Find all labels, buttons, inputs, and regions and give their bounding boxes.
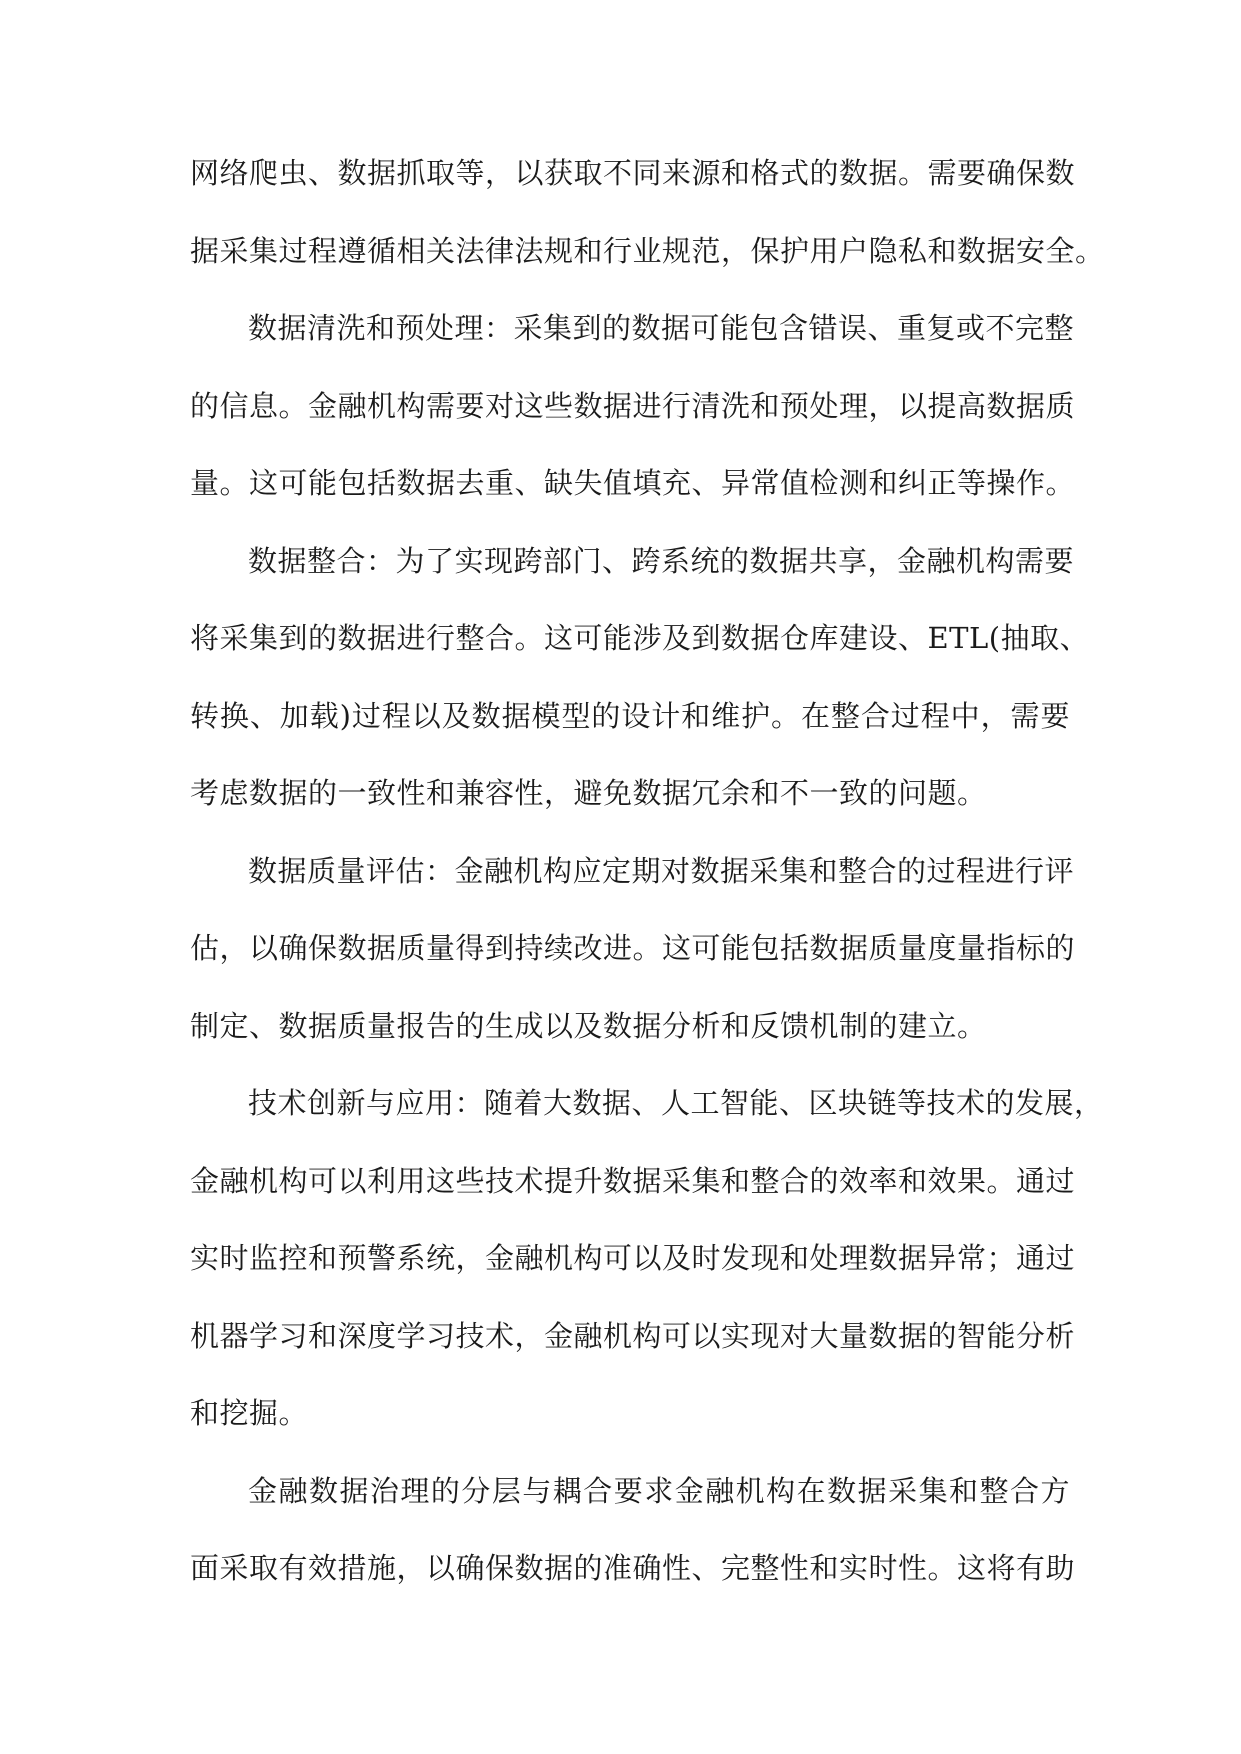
paragraph-first-line: 数据整合：为了实现跨部门、跨系统的数据共享，金融机构需要	[248, 543, 1075, 578]
paragraph-first-line: 数据质量评估：金融机构应定期对数据采集和整合的过程进行评	[248, 853, 1075, 888]
text-line: 据采集过程遵循相关法律法规和行业规范，保护用户隐私和数据安全。	[190, 233, 1105, 268]
paragraph-first-line: 数据清洗和预处理：采集到的数据可能包含错误、重复或不完整	[248, 311, 1075, 345]
text-line: 估，以确保数据质量得到持续改进。这可能包括数据质量度量指标的	[190, 931, 1076, 965]
text-line: 考虑数据的一致性和兼容性，避免数据冗余和不一致的问题。	[190, 776, 987, 810]
text-line: 面采取有效措施，以确保数据的准确性、完整性和实时性。这将有助	[190, 1551, 1076, 1585]
text-line: 转换、加载)过程以及数据模型的设计和维护。在整合过程中，需要	[190, 698, 1070, 733]
body-text	[190, 143, 1105, 1616]
text-line: 量。这可能包括数据去重、缺失值填充、异常值检测和纠正等操作。	[190, 466, 1076, 500]
paragraph-first-line: 技术创新与应用：随着大数据、人工智能、区块链等技术的发展，	[248, 1086, 1104, 1120]
text-line: 将采集到的数据进行整合。这可能涉及到数据仓库建设、ETL(抽取、	[190, 621, 1090, 655]
text-line: 金融机构可以利用这些技术提升数据采集和整合的效率和效果。通过	[190, 1163, 1076, 1198]
text-line: 机器学习和深度学习技术，金融机构可以实现对大量数据的智能分析	[190, 1318, 1076, 1353]
text-line: 和挖掘。	[190, 1396, 309, 1430]
text-line: 实时监控和预警系统，金融机构可以及时发现和处理数据异常；通过	[190, 1241, 1076, 1275]
paragraph-first-line: 金融数据治理的分层与耦合要求金融机构在数据采集和整合方	[248, 1473, 1070, 1508]
text-line: 制定、数据质量报告的生成以及数据分析和反馈机制的建立。	[190, 1008, 987, 1043]
text-line: 网络爬虫、数据抓取等，以获取不同来源和格式的数据。需要确保数	[190, 156, 1076, 190]
text-line: 的信息。金融机构需要对这些数据进行清洗和预处理，以提高数据质	[190, 388, 1076, 423]
